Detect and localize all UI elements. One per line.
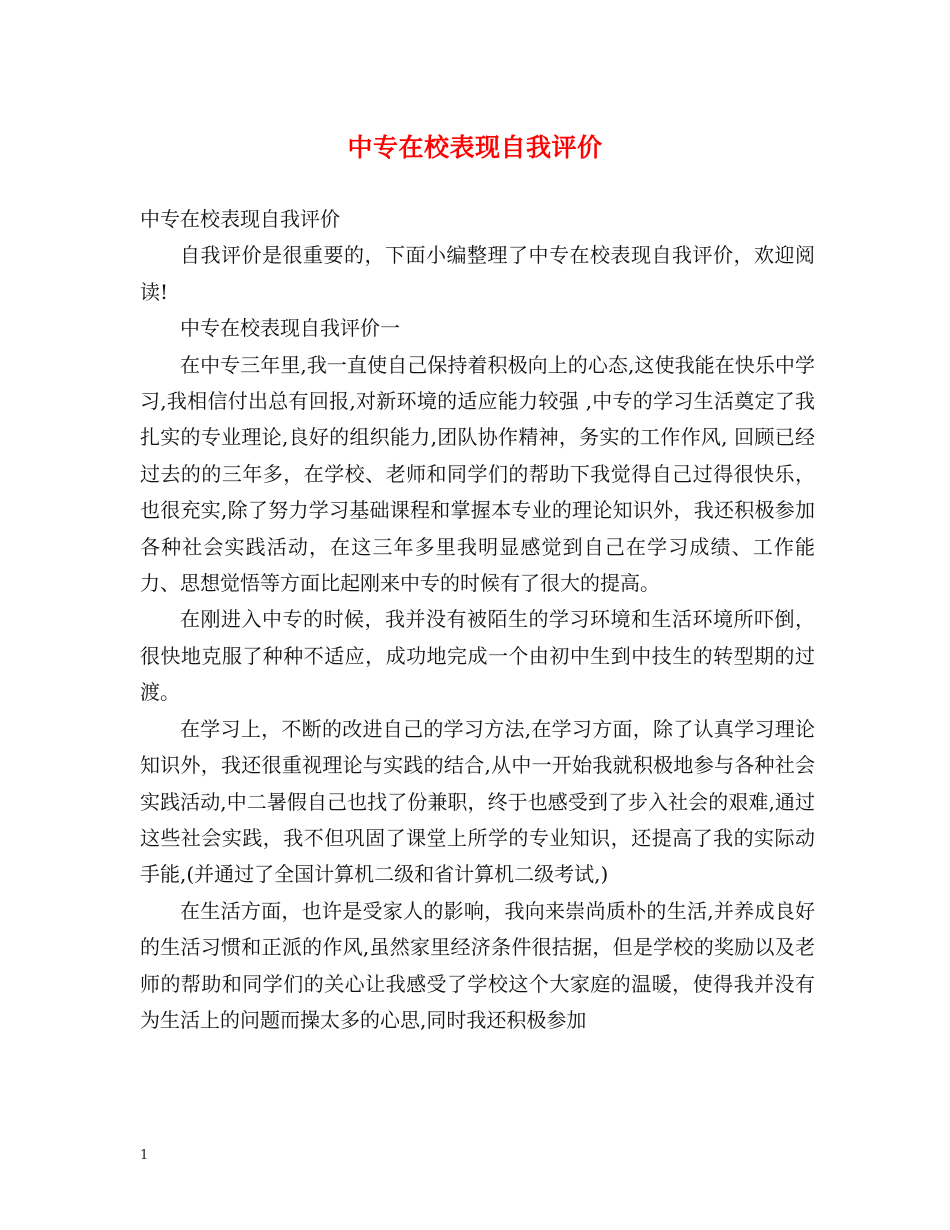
section-heading: 中专在校表现自我评价一 — [180, 316, 400, 341]
paragraph-intro: 自我评价是很重要的，下面小编整理了中专在校表现自我评价，欢迎阅读! — [140, 243, 815, 304]
paragraph: 在生活方面，也许是受家人的影响，我向来崇尚质朴的生活,并养成良好的生活习惯和正派的作风,虽然家里经济条件很拮据，但是学校的奖励以及老师的帮助和同学们的关心让我感受了学校这个大家庭的温暖，使得我并没有为生活上的问题而操太多的心思,同时我还积极参加 — [140, 898, 815, 1032]
paragraph: 在中专三年里,我一直使自己保持着积极向上的心态,这使我能在快乐中学习,我相信付出总有回报,对新环境的适应能力较强 ,中专的学习生活奠定了我扎实的专业理论,良好的组织能力,团队协作精神，务实的工作作风, 回顾已经过去的的三年多，在学校、老师和同学们的帮助下我觉得自己过得很快乐，也很充实,除了努力学习基础课程和掌握本专业的理论知识外，我还积极参加各种社会实践活动，在这三年多里我明显感觉到自己在学习成绩、工作能力、思想觉悟等方面比起刚来中专的时候有了很大的提高。 — [140, 352, 815, 596]
paragraph: 在学习上，不断的改进自己的学习方法,在学习方面，除了认真学习理论知识外，我还很重视理论与实践的结合,从中一开始我就积极地参与各种社会实践活动,中二暑假自己也找了份兼职，终于也感受到了步入社会的艰难,通过这些社会实践，我不但巩固了课堂上所学的专业知识，还提高了我的实际动手能,(并通过了全国计算机二级和省计算机二级考试,) — [140, 716, 815, 887]
document-subtitle: 中专在校表现自我评价 — [140, 207, 340, 231]
document-body — [140, 201, 815, 1038]
document-title: 中专在校表现自我评价 — [347, 133, 603, 162]
paragraph: 在刚进入中专的时候，我并没有被陌生的学习环境和生活环境所吓倒，很快地克服了种种不适应，成功地完成一个由初中生到中技生的转型期的过渡。 — [140, 607, 815, 705]
page-number: 1 — [140, 1148, 149, 1163]
